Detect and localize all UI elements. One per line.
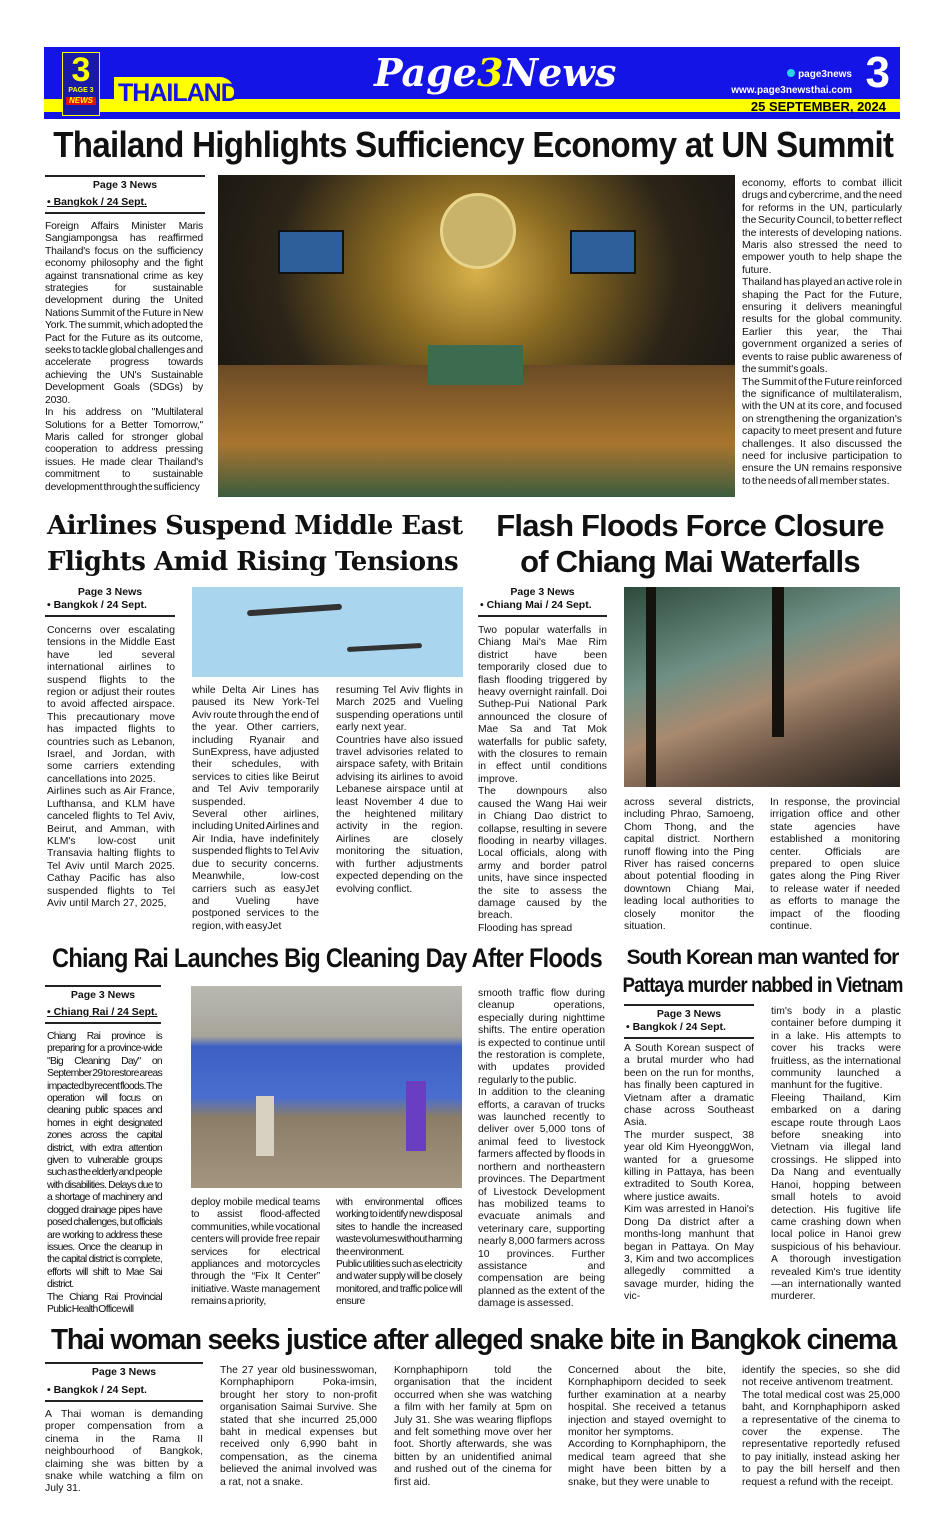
volunteer bbox=[256, 1096, 274, 1156]
article-column bbox=[47, 1031, 162, 1316]
paragraph: tim's body in a plastic container before dumping it in a lake. His attempts to cover his tracks were fruitless, as the international community launched a manhunt for the fugitive. bbox=[771, 1006, 901, 1092]
headline-line: Thai woman seeks justice after alleged snake bite in Bangkok cinema bbox=[51, 1324, 896, 1356]
paragraph: In his address on "Multilateral Solutions for a Better Tomorrow," Maris called for stronger global cooperation to address pressing issues. He made clear Thailand's commitment to sustainable development through the sufficiency bbox=[45, 407, 203, 493]
airplanes-photo bbox=[192, 587, 463, 677]
paragraph: with environmental offices working to identify new disposal sites to handle the increased waste volumes without harming the environment. bbox=[336, 1197, 462, 1258]
byline-location: • Bangkok / 24 Sept. bbox=[47, 599, 147, 611]
social-handle-text: page3news bbox=[798, 69, 852, 80]
paragraph: Public utilities such as electricity and water supply will be closely monitored, and traffic police will ensure bbox=[336, 1259, 462, 1308]
paragraph: Flooding has spread bbox=[478, 922, 573, 934]
paragraph: Kim was arrested in Hanoi's Dong Da district after a months-long manhunt that began in Pattaya. On May 3, Kim and two accomplices allegedly committed a savage murder, hiding the vic- bbox=[624, 1204, 754, 1303]
website: www.page3newsthai.com bbox=[731, 85, 852, 96]
paragraph: Foreign Affairs Minister Maris Sangiampongsa has reaffirmed Thailand's focus on the sufficiency economy philosophy and the fight against transnational crime as key strategies for sustainable development during the United Nations Summit of the Future in New York. The summit, which adopted the Pact for the Future as its outcome, seeks to tackle global challenges and accelerate progress towards achieving the UN's Sustainable Development Goals (SDGs) by 2030. bbox=[45, 221, 203, 406]
paragraph: Concerns over escalating tensions in the Middle East have led several international airlines to suspend flights to the region or adjust their routes to avoid affected airspace. This precautionary move has impacted flights to countries such as Lebanon, Israel, and Jordan, with some carriers extending cancellations into 2025. bbox=[47, 625, 175, 785]
byline-source: Page 3 News bbox=[656, 1008, 722, 1020]
byline bbox=[45, 1362, 203, 1402]
article-column bbox=[568, 1365, 726, 1489]
byline-location: • Bangkok / 24 Sept. bbox=[47, 1384, 147, 1396]
paragraph: Chiang Rai province is preparing for a province-wide "Big Cleaning Day" on September 29 to restore areas impacted by recent floods. The operation will focus on cleaning public spaces and homes in eight designated zones across the capital district, with extra attention given to vulnerable groups such as the elderly and people with disabilities. Delays due to a shortage of machinery and clogged drainage pipes have posed challenges, but officials are working to address these issues. Once the cleanup in the capital district is complete, efforts will shift to Mae Sai district. bbox=[47, 1031, 162, 1291]
paragraph: In response, the provincial irrigation office and other state agencies have established a monitoring center. Officials are prepared to open sluice gates along the Ping River to release water if needed as efforts to manage the impact of the flooding continue. bbox=[770, 797, 900, 933]
paragraph: The murder suspect, 38 year old Kim HyeonggWon, wanted for a gruesome killing in Pattaya, has been extradited to South Korea, where justice awaits. bbox=[624, 1129, 754, 1203]
masthead-number: 3 bbox=[476, 50, 504, 95]
headline-line: Flash Floods Force Closure bbox=[496, 508, 884, 543]
byline-source: Page 3 News bbox=[77, 586, 143, 598]
paragraph: A South Korean suspect of a brutal murder who had been on the run for months, has finally been captured in Vietnam after a dramatic chase across Southeast Asia. bbox=[624, 1043, 754, 1129]
article-column bbox=[192, 685, 319, 933]
byline-source: Page 3 News bbox=[70, 989, 136, 1001]
tree-trunk bbox=[772, 587, 784, 737]
social-icon bbox=[787, 69, 795, 77]
paragraph: smooth traffic flow during cleanup operations, especially during nighttime shifts. The entire operation is expected to continue until the restoration is complete, with updates provided regularly to the public. bbox=[478, 988, 605, 1086]
article-column bbox=[742, 1365, 900, 1489]
page3-logo bbox=[62, 52, 100, 116]
article-column bbox=[478, 625, 607, 935]
page-number: 3 bbox=[865, 48, 890, 97]
article-column bbox=[624, 797, 754, 933]
article-column bbox=[624, 1043, 754, 1304]
article-column bbox=[770, 797, 900, 933]
cleaning-day-photo bbox=[191, 986, 462, 1188]
paragraph: economy, efforts to combat illicit drugs and cybercrime, and the need for reforms in the UN, particularly the Security Council, to better reflect the interests of developing nations. Maris also stressed the need to empower youth to help shape the future. bbox=[742, 178, 902, 276]
paragraph: Two popular waterfalls in Chiang Mai's Mae Rim district have been temporarily closed due to flash flooding triggered by heavy overnight rainfall. Doi Suthep-Pui National Park announced the closure of Mae Sa and Tat Mok waterfalls for public safety, with the closures to remain in effect until conditions improve. bbox=[478, 625, 607, 785]
article-column bbox=[478, 988, 605, 1311]
paragraph: Fleeing Thailand, Kim embarked on a daring escape route through Laos before sneaking into Vietnam via illegal land crossings. He slipped into Da Nang and eventually Hanoi, hopping between small hotels to avoid detection. His fugitive life came crashing down when local police in Hanoi grew suspicious of his behaviour. A thorough investigation revealed Kim's true identity—an internationally wanted murderer. bbox=[771, 1092, 901, 1303]
headline-line: Thailand Highlights Sufficiency Economy at UN Summit bbox=[53, 124, 894, 165]
headline-korean bbox=[620, 944, 905, 1000]
paragraph: deploy mobile medical teams to assist flood-affected communities, while vocational centers will provide free repair services for electrical appliances and motorcycles through the “Fix It Center” initiative. Waste management remains a priority, bbox=[191, 1197, 320, 1308]
paragraph: across several districts, including Phrao, Samoeng, Chom Thong, and the capital district. Northern runoff flowing into the Ping River has raised concerns about potential flooding in downtown Chiang Mai, leading local authorities to closely monitor the situation. bbox=[624, 797, 754, 933]
byline bbox=[624, 1004, 754, 1039]
paragraph: identify the species, so she did not receive antivenom treatment. bbox=[742, 1365, 900, 1389]
logo-number: 3 bbox=[71, 52, 91, 89]
paragraph: The Chiang Rai Provincial Public Health Office will bbox=[47, 1291, 162, 1315]
byline-source: Page 3 News bbox=[92, 179, 158, 191]
tree-trunk bbox=[646, 587, 656, 787]
paragraph: Concerned about the bite, Kornphaphiporn decided to seek further examination at a nearby hospital. She received a tetanus injection and stayed overnight to monitor her symptoms. bbox=[568, 1365, 726, 1439]
article-column bbox=[394, 1365, 552, 1489]
screen-right bbox=[570, 230, 636, 274]
headline-line: of Chiang Mai Waterfalls bbox=[520, 544, 860, 579]
article-column bbox=[47, 625, 175, 910]
headline-line: Flights Amid Rising Tensions bbox=[47, 547, 459, 577]
un-emblem bbox=[440, 193, 516, 269]
masthead-title bbox=[374, 51, 616, 95]
byline bbox=[478, 586, 607, 617]
paragraph: while Delta Air Lines has paused its New York-Tel Aviv route through the end of the year. Other carriers, including Ryanair and SunExpress, have adjusted their schedules, with services to cities like Beirut and Tel Aviv temporarily suspended. bbox=[192, 685, 319, 808]
paragraph: resuming Tel Aviv flights in March 2025 and Vueling suspending operations until early next year. bbox=[336, 685, 463, 734]
paragraph: Thailand has played an active role in shaping the Pact for the Future, ensuring it delivers meaningful results for the global community. Earlier this year, the Thai government organized a series of events to raise public awareness of the summit's goals. bbox=[742, 277, 902, 376]
logo-text: PAGE 3 bbox=[68, 87, 94, 94]
article-column bbox=[220, 1365, 377, 1489]
article-column bbox=[742, 178, 902, 488]
byline-location: • Bangkok / 24 Sept. bbox=[626, 1021, 726, 1033]
byline bbox=[45, 985, 161, 1024]
paragraph: The total medical cost was 25,000 baht, and Kornphaphiporn asked a representative of the cinema to cover the expense. The representative reportedly refused to pay initially, instead asking her to pay the bill herself and then request a refund with the receipt. bbox=[742, 1389, 900, 1488]
byline-source: Page 3 News bbox=[91, 1366, 157, 1378]
logo-news: NEWS bbox=[66, 97, 96, 105]
paragraph: In addition to the cleaning efforts, a caravan of trucks was launched recently to deliver over 5,000 tons of animal feed to livestock farmers affected by floods in northern and northeastern provinces. The Department of Livestock Development has mobilized teams to evacuate animals and veterinary care, supporting nearly 8,000 farmers across 10 provinces. Further assistance and compensation are being planned as the extent of the damage is assessed. bbox=[478, 1087, 605, 1310]
byline bbox=[45, 175, 205, 214]
article-column bbox=[336, 1197, 462, 1309]
screen-left bbox=[278, 230, 344, 274]
byline-source: Page 3 News bbox=[510, 586, 575, 598]
article-column bbox=[771, 1006, 901, 1304]
social-handle bbox=[787, 69, 852, 81]
airplane bbox=[347, 643, 422, 652]
masthead-right: News bbox=[503, 50, 617, 95]
article-column bbox=[45, 1409, 203, 1496]
headline-line: Airlines Suspend Middle East bbox=[47, 511, 463, 541]
paragraph: The Summit of the Future reinforced the significance of multilateralism, with the UN at its core, and focused on strengthening the organization's capacity to meet present and future challenges. It also discussed the need for inclusive participation to ensure the UN remains responsive to the needs of all member states. bbox=[742, 376, 902, 487]
headline-un bbox=[45, 124, 902, 166]
article-column bbox=[45, 221, 203, 494]
volunteer bbox=[406, 1081, 426, 1151]
headline-line: South Korean man wanted for bbox=[626, 946, 899, 969]
country-label: THAILAND bbox=[118, 79, 238, 107]
waterfall-flood-photo bbox=[624, 587, 900, 787]
byline-location: • Chiang Rai / 24 Sept. bbox=[47, 1006, 158, 1018]
headline-airlines bbox=[47, 508, 465, 580]
headline-snake bbox=[45, 1322, 902, 1358]
headline-line: Chiang Rai Launches Big Cleaning Day After Floods bbox=[52, 943, 603, 973]
paragraph: The downpours also caused the Wang Hai weir in Chiang Dao district to collapse, resulting in severe flooding in nearby villages. Local officials, along with army and border patrol units, have since inspected the site to assess the damage caused by the breach. bbox=[478, 786, 607, 922]
byline bbox=[45, 586, 175, 617]
issue-date: 25 SEPTEMBER, 2024 bbox=[750, 99, 886, 114]
byline-location: • Bangkok / 24 Sept. bbox=[47, 196, 147, 208]
article-column bbox=[191, 1197, 320, 1309]
headline-floods bbox=[480, 508, 900, 580]
paragraph: The 27 year old businesswoman, Kornphaphiporn Poka-imsin, brought her story to non-profit organisation Saimai Survive. She stated that she incurred 25,000 baht in medical expenses but received only 6,990 baht in compensation, as the cinema believed the animal involved was a rat, not a snake. bbox=[220, 1365, 377, 1488]
paragraph: According to Kornphaphiporn, the medical team agreed that she might have been bitten by a snake, but they were unable to bbox=[568, 1439, 726, 1488]
byline-location: • Chiang Mai / 24 Sept. bbox=[480, 599, 592, 611]
paragraph: Countries have also issued travel advisories related to airspace safety, with Britain advising its airlines to avoid Lebanese airspace until at least November 4 due to the heightened military activity in the region. Airlines are closely monitoring the situation, with further adjustments expected depending on the evolving conflict. bbox=[336, 734, 463, 895]
masthead-banner bbox=[44, 47, 900, 119]
divider bbox=[44, 116, 900, 119]
airplane bbox=[247, 604, 342, 617]
headline-line: Pattaya murder nabbed in Vietnam bbox=[622, 974, 903, 997]
un-assembly-photo bbox=[218, 175, 735, 497]
paragraph: A Thai woman is demanding proper compensation from a cinema in the Rama II neighbourhood of Bangkok, claiming she was bitten by a snake while watching a film on July 31. bbox=[45, 1409, 203, 1495]
paragraph: Airlines such as Air France, Lufthansa, and KLM have canceled flights to Tel Aviv, Beirut, and Amman, with KLM's low-cost unit Transavia halting flights to Tel Aviv until March 2025. Cathay Pacific has also suspended flights to Tel Aviv until March 27, 2025, bbox=[47, 786, 175, 909]
paragraph: Several other airlines, including United Airlines and Air India, have indefinitely suspended flights to Tel Aviv due to security concerns. Meanwhile, low-cost carriers such as easyJet and Vueling have postponed services to the region, with easyJet bbox=[192, 809, 319, 932]
headline-cleaning bbox=[52, 942, 604, 974]
paragraph: Kornphaphiporn told the organisation that the incident occurred when she was watching a film with her family at 5pm on July 31. She was wearing flipflops and felt something move over her foot. Shortly afterwards, she was bitten by an unidentified animal and rushed out of the cinema for first aid. bbox=[394, 1365, 552, 1488]
masthead-left: Page bbox=[374, 50, 477, 95]
article-column bbox=[336, 685, 463, 896]
podium bbox=[428, 345, 523, 385]
